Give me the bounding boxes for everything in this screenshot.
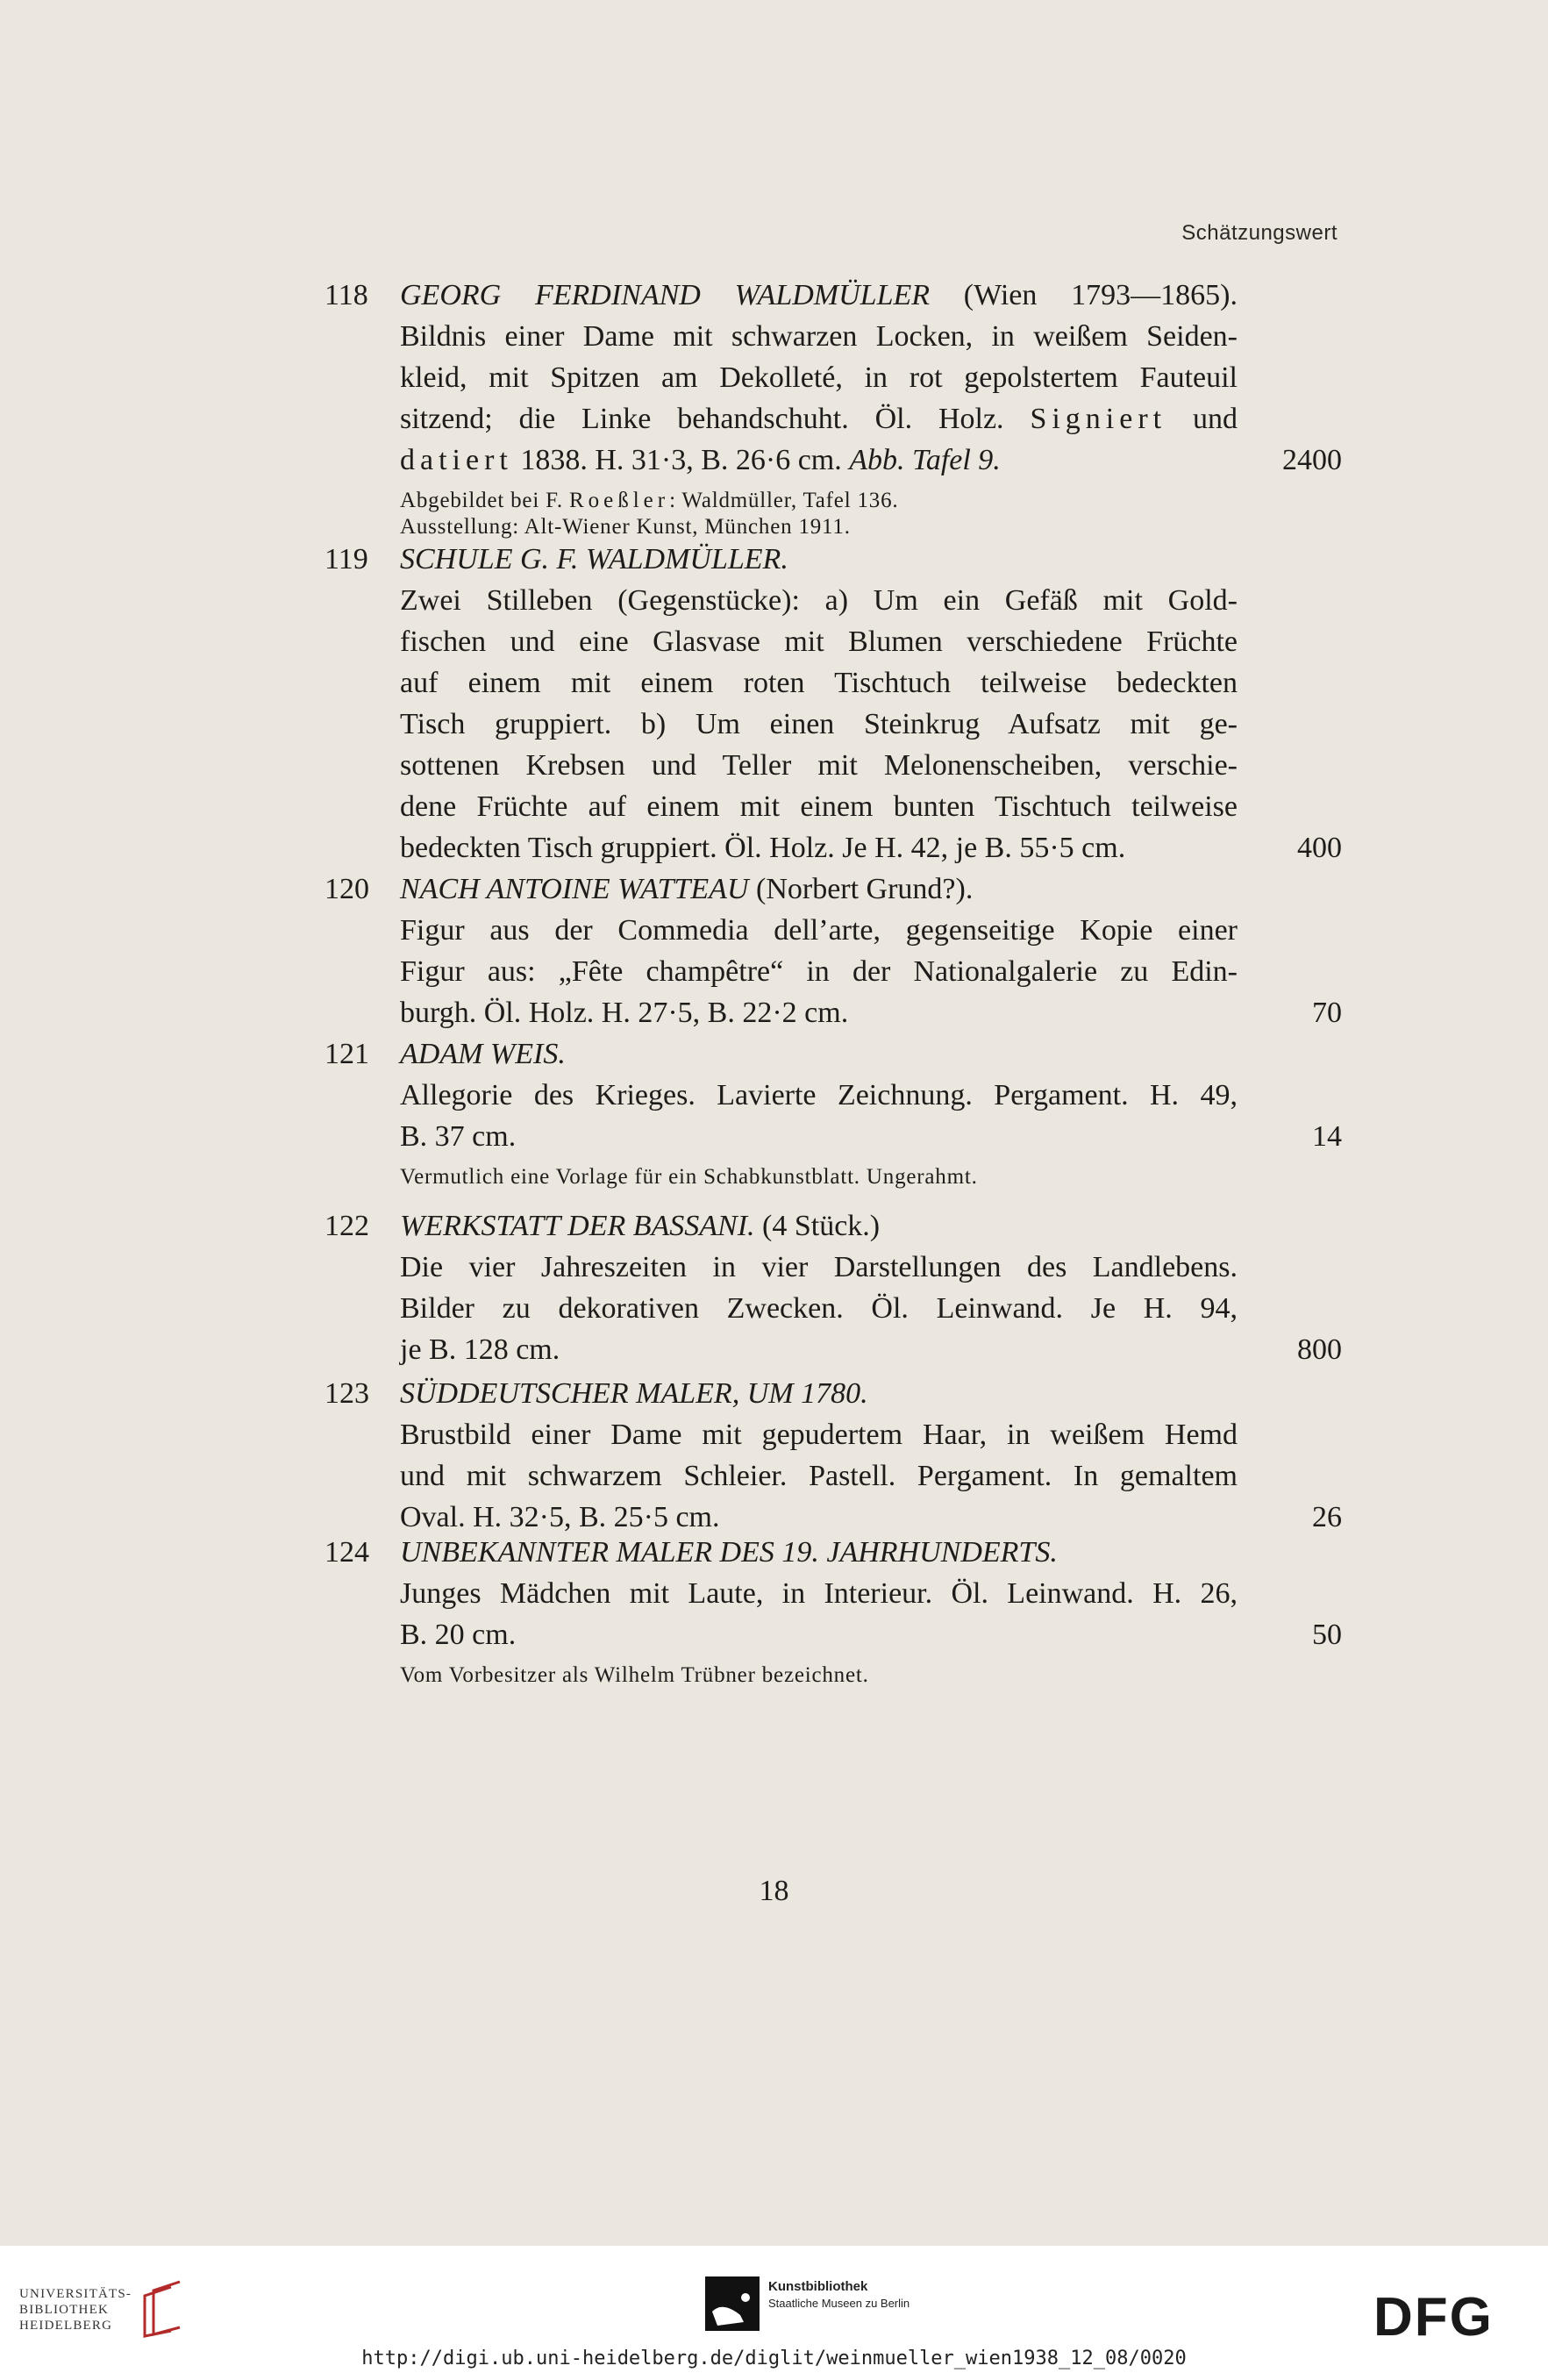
artist-name: SCHULE G. F. WALDMÜLLER. <box>400 543 788 575</box>
lot-number: 122 <box>325 1210 369 1242</box>
description-line: kleid, mit Spitzen am Dekolleté, in rot gepolstertem Fauteuil <box>400 361 1238 394</box>
description-line: Junges Mädchen mit Laute, in Interieur. Öl. Leinwand. H. 26, <box>400 1577 1238 1610</box>
estimate-price: 26 <box>1312 1501 1342 1533</box>
description-line: dene Früchte auf einem mit einem bunten Tischtuch teilweise <box>400 790 1238 823</box>
estimate-price: 2400 <box>1282 444 1342 476</box>
permalink-url[interactable]: http://digi.ub.uni-heidelberg.de/diglit/weinmueller_wien1938_12_08/0020 <box>361 2348 1187 2369</box>
logo-text-line: UNIVERSITÄTS- <box>19 2287 132 2301</box>
entry-title-line <box>400 868 1238 910</box>
attribution-note: (Norbert Grund?). <box>748 873 974 905</box>
kb-title: Kunstbibliothek <box>768 2279 868 2294</box>
note-text: Abgebildet bei F. <box>400 489 569 512</box>
signiert-text: Signiert <box>1030 403 1167 435</box>
artist-name: GEORG FERDINAND WALDMÜLLER <box>400 279 931 311</box>
library-mark-icon <box>136 2278 182 2340</box>
lot-number: 119 <box>325 543 368 575</box>
description-text: sitzend; die Linke behandschuht. Öl. Holz. <box>400 403 1004 435</box>
kunstbibliothek-label[interactable] <box>768 2279 910 2310</box>
kunstbibliothek-logo-icon <box>705 2276 760 2331</box>
description-line: je B. 128 cm. <box>400 1333 560 1366</box>
author-name: Roeßler <box>568 489 670 512</box>
plate-reference: Abb. Tafel 9. <box>849 444 1001 476</box>
description-line: Oval. H. 32·5, B. 25·5 cm. <box>400 1501 720 1533</box>
logo-text-line: BIBLIOTHEK <box>19 2303 109 2317</box>
column-header-estimate: Schätzungswert <box>1181 221 1338 245</box>
description-line: Figur aus der Commedia dell’arte, gegenseitige Kopie einer <box>400 914 1238 947</box>
description-line: Brustbild einer Dame mit gepudertem Haar, in weißem Hemd <box>400 1419 1238 1451</box>
artist-name: ADAM WEIS. <box>400 1038 566 1070</box>
description-line <box>400 440 1238 481</box>
estimate-price: 14 <box>1312 1120 1342 1153</box>
description-line: burgh. Öl. Holz. H. 27·5, B. 22·2 cm. <box>400 997 849 1029</box>
artist-name: UNBEKANNTER MALER DES 19. JAHRHUNDERTS. <box>400 1536 1058 1569</box>
lot-number: 118 <box>325 279 368 311</box>
description-line: Allegorie des Krieges. Lavierte Zeichnung. Pergament. H. 49, <box>400 1079 1238 1111</box>
lot-number: 124 <box>325 1536 369 1569</box>
artist-name: WERKSTATT DER BASSANI. <box>400 1210 755 1242</box>
datiert-text: datiert <box>400 444 513 476</box>
description-line: und mit schwarzem Schleier. Pastell. Pergament. In gemaltem <box>400 1460 1238 1492</box>
description-line: Zwei Stilleben (Gegenstücke): a) Um ein Gefäß mit Gold- <box>400 584 1238 617</box>
description-line: Bildnis einer Dame mit schwarzen Locken, in weißem Seiden- <box>400 320 1238 353</box>
description-line: Figur aus: „Fête champêtre“ in der Nationalgalerie zu Edin- <box>400 955 1238 988</box>
artist-name: SÜDDEUTSCHER MALER, UM 1780. <box>400 1377 868 1410</box>
dimensions-text: 1838. H. 31·3, B. 26·6 cm. <box>512 444 850 476</box>
entry-title-line <box>400 275 1238 316</box>
artist-name: NACH ANTOINE WATTEAU <box>400 873 749 905</box>
description-line: bedeckten Tisch gruppiert. Öl. Holz. Je H. 42, je B. 55·5 cm. <box>400 832 1126 864</box>
lot-number: 123 <box>325 1377 369 1410</box>
description-line: Bilder zu dekorativen Zwecken. Öl. Leinwand. Je H. 94, <box>400 1292 1238 1325</box>
description-line: fischen und eine Glasvase mit Blumen verschiedene Früchte <box>400 625 1238 658</box>
dfg-logo[interactable]: DFG <box>1373 2287 1494 2348</box>
note-text: : Waldmüller, Tafel 136. <box>669 489 899 512</box>
logo-text-line: HEIDELBERG <box>19 2319 113 2333</box>
estimate-price: 400 <box>1297 832 1342 864</box>
description-line: Die vier Jahreszeiten in vier Darstellungen des Landlebens. <box>400 1251 1238 1283</box>
lot-number: 121 <box>325 1038 369 1070</box>
artist-dates: (Wien 1793—1865). <box>930 279 1238 311</box>
description-line: Tisch gruppiert. b) Um einen Steinkrug Aufsatz mit ge- <box>400 708 1238 740</box>
und-text: und <box>1166 403 1238 435</box>
quantity-note: (4 Stück.) <box>754 1210 881 1242</box>
description-line: auf einem mit einem roten Tischtuch teilweise bedeckten <box>400 667 1238 699</box>
estimate-price: 50 <box>1312 1619 1342 1651</box>
page-number: 18 <box>759 1875 789 1907</box>
lot-number: 120 <box>325 873 369 905</box>
kb-subtitle: Staatliche Museen zu Berlin <box>768 2297 910 2310</box>
estimate-price: 70 <box>1312 997 1342 1029</box>
description-line: B. 20 cm. <box>400 1619 517 1651</box>
university-library-logo[interactable] <box>19 2286 132 2334</box>
estimate-price: 800 <box>1297 1333 1342 1366</box>
footnote-line <box>400 488 1238 514</box>
footnote-line: Vom Vorbesitzer als Wilhelm Trübner bezeichnet. <box>400 1663 869 1687</box>
entry-title-line <box>400 1205 1238 1247</box>
description-line <box>400 398 1238 440</box>
footnote-line: Vermutlich eine Vorlage für ein Schabkunstblatt. Ungerahmt. <box>400 1165 978 1189</box>
footnote-line: Ausstellung: Alt-Wiener Kunst, München 1911. <box>400 515 851 539</box>
description-line: B. 37 cm. <box>400 1120 517 1153</box>
description-line: sottenen Krebsen und Teller mit Melonenscheiben, verschie- <box>400 749 1238 782</box>
